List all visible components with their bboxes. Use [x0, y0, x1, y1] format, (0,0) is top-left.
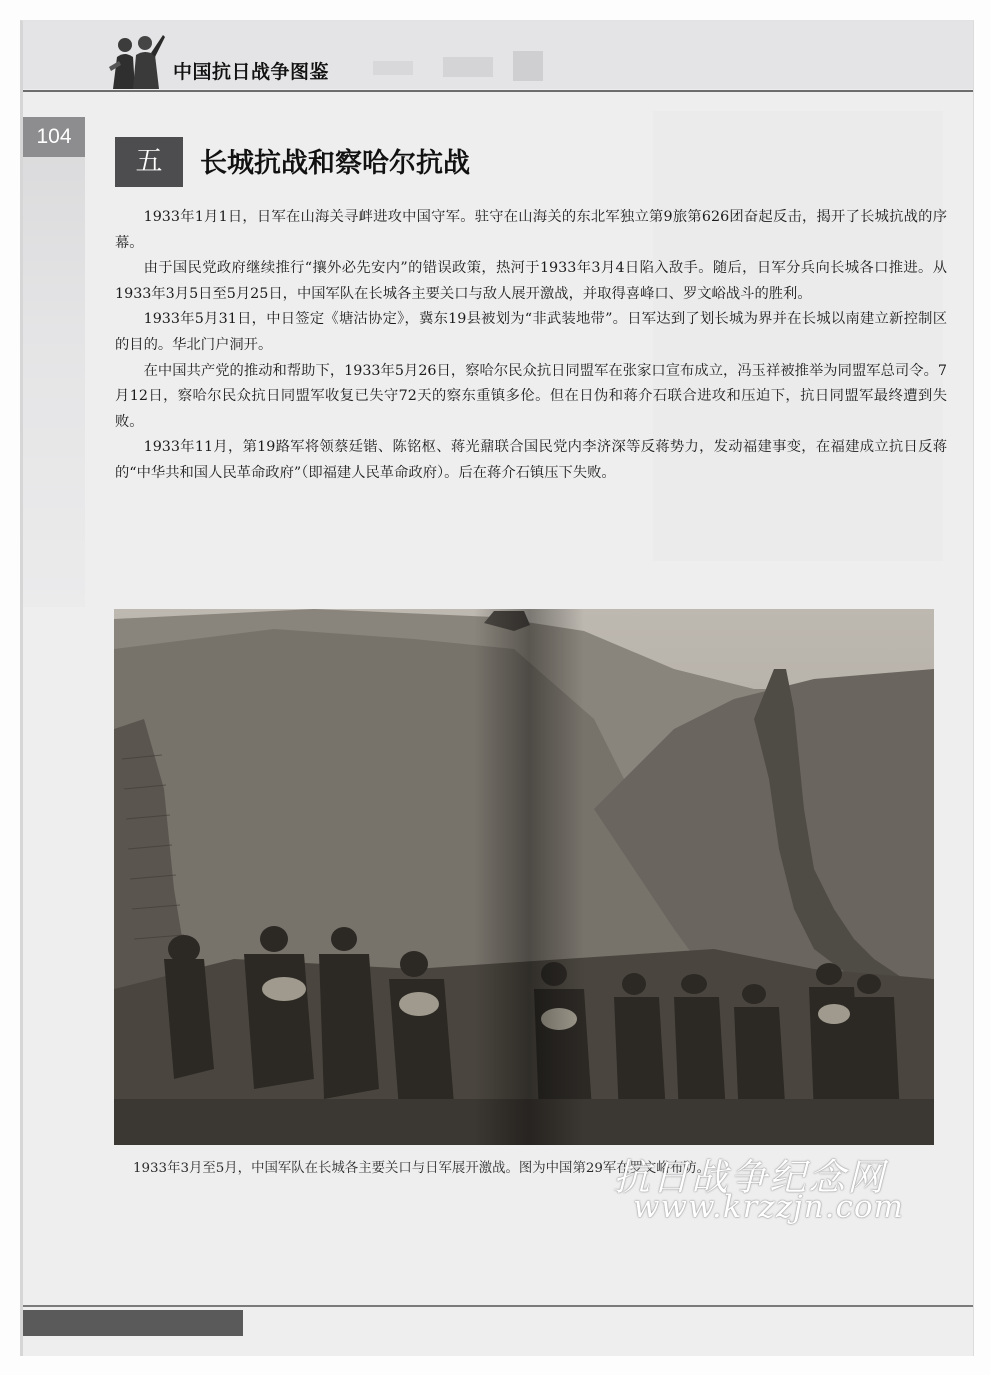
paragraph: 1933年5月31日，中日签定《塘沽协定》，冀东19县被划为“非武装地带”。日军达到了划长城为界并在长城以南建立新控制区的目的。华北门户洞开。 [115, 311, 947, 353]
margin-strip [23, 157, 85, 607]
book-title: 中国抗日战争图鉴 [173, 61, 330, 83]
section-title: 长城抗战和察哈尔抗战 [200, 148, 470, 179]
paragraph: 1933年11月，第19路军将领蔡廷锴、陈铭枢、蒋光鼐联合国民党内李济深等反蒋势力，发动福建事变，在福建成立抗日反蒋的“中华共和国人民革命政府”（即福建人民革命政府）。后在蒋介石镇压下失败。 [115, 439, 947, 481]
watermark-site-name: 抗日战争纪念网 [613, 1156, 886, 1199]
great-wall-battle-photo [114, 609, 934, 1145]
page-number: 104 [23, 117, 85, 157]
paragraph: 1933年1月1日，日军在山海关寻衅进攻中国守军。驻守在山海关的东北军独立第9旅第626团奋起反击，揭开了长城抗战的序幕。 [115, 209, 947, 251]
photo-caption: 1933年3月至5月，中国军队在长城各主要关口与日军展开激战。图为中国第29军在罗文峪布防。 [133, 1161, 710, 1176]
header-faded-pattern [373, 51, 573, 81]
watermark-url: www.krzzjn.com [633, 1189, 904, 1225]
photo-illustration [114, 609, 934, 1145]
book-page [20, 20, 974, 1356]
footer-rule [23, 1305, 973, 1307]
header-rule [23, 90, 973, 92]
section-number: 五 [115, 137, 183, 187]
soldier-emblem-icon [105, 31, 167, 89]
paragraph: 在中国共产党的推动和帮助下，1933年5月26日，察哈尔民众抗日同盟军在张家口宣布成立，冯玉祥被推举为同盟军总司令。7月12日，察哈尔民众抗日同盟军收复已失守72天的察东重镇多伦。但在日伪和蒋介石联合进攻和压迫下，抗日同盟军最终遭到失败。 [115, 362, 947, 430]
paragraph: 由于国民党政府继续推行“攘外必先安内”的错误政策，热河于1933年3月4日陷入敌手。随后，日军分兵向长城各口推进。从1933年3月5日至5月25日，中国军队在长城各主要关口与敌人展开激战，并取得喜峰口、罗文峪战斗的胜利。 [115, 260, 947, 302]
body-text [115, 205, 947, 487]
footer-bar [23, 1310, 243, 1336]
